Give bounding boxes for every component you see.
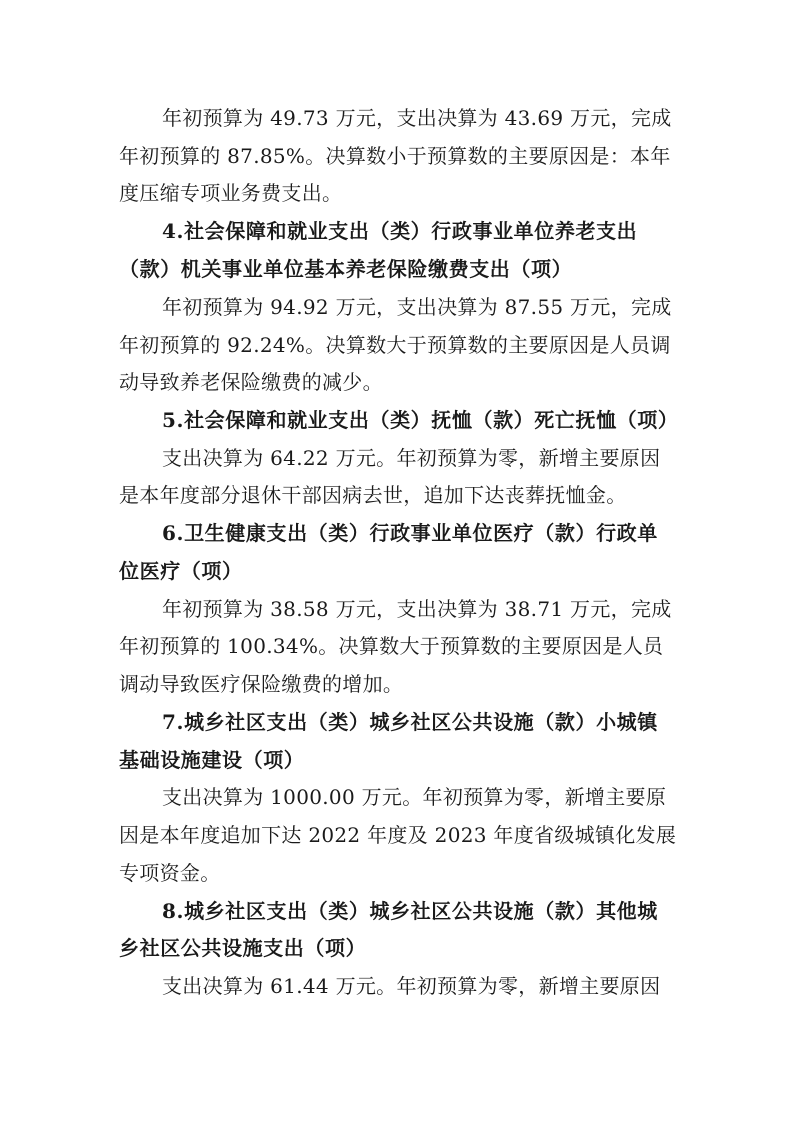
section-heading: 5.社会保障和就业支出（类）抚恤（款）死亡抚恤（项） [162,408,679,432]
paragraph-line: 年初预算的 100.34%。决算数大于预算数的主要原因是人员 [119,634,664,658]
paragraph-line: 年初预算的 87.85%。决算数小于预算数的主要原因是：本年 [119,144,671,168]
section-heading: （款）机关事业单位基本养老保险缴费支出（项） [119,257,573,281]
section-heading: 4.社会保障和就业支出（类）行政事业单位养老支出 [162,219,638,243]
paragraph-line: 度压缩专项业务费支出。 [119,181,343,205]
paragraph-line: 因是本年度追加下达 2022 年度及 2023 年度省级城镇化发展 [119,823,677,847]
paragraph-line: 支出决算为 64.22 万元。年初预算为零，新增主要原因 [162,446,661,470]
section-heading: 8.城乡社区支出（类）城乡社区公共设施（款）其他城 [162,899,658,923]
paragraph-line: 专项资金。 [119,861,221,885]
paragraph-line: 年初预算为 38.58 万元，支出决算为 38.71 万元，完成 [162,597,672,621]
paragraph-line: 年初预算的 92.24%。决算数大于预算数的主要原因是人员调 [119,333,671,357]
paragraph-line: 年初预算为 49.73 万元，支出决算为 43.69 万元，完成 [162,106,672,130]
section-heading: 位医疗（项） [119,559,243,583]
section-heading: 6.卫生健康支出（类）行政事业单位医疗（款）行政单 [162,521,658,545]
paragraph-line: 支出决算为 61.44 万元。年初预算为零，新增主要原因 [162,974,661,998]
paragraph-line: 调动导致医疗保险缴费的增加。 [119,672,404,696]
paragraph-line: 动导致养老保险缴费的减少。 [119,370,383,394]
section-heading: 乡社区公共设施支出（项） [119,936,367,960]
paragraph-line: 支出决算为 1000.00 万元。年初预算为零，新增主要原 [162,785,667,809]
paragraph-line: 年初预算为 94.92 万元，支出决算为 87.55 万元，完成 [162,295,672,319]
section-heading: 基础设施建设（项） [119,748,305,772]
paragraph-line: 是本年度部分退休干部因病去世，追加下达丧葬抚恤金。 [119,483,627,507]
section-heading: 7.城乡社区支出（类）城乡社区公共设施（款）小城镇 [162,710,658,734]
